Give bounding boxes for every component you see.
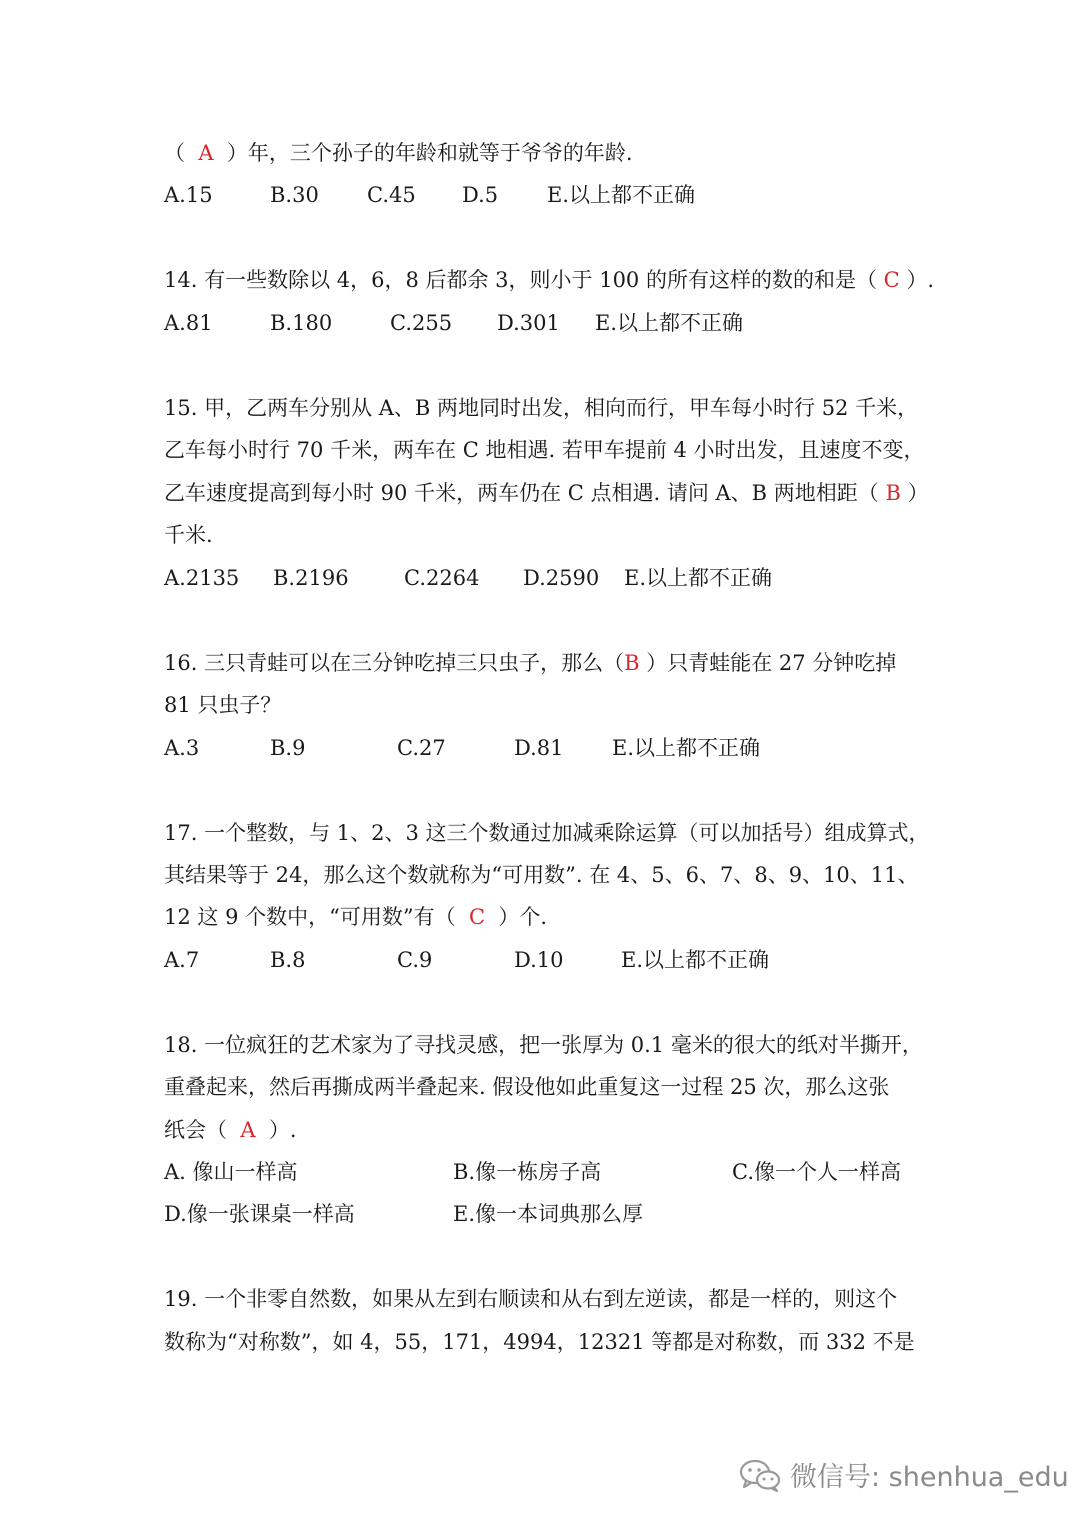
q17-line-2: 其结果等于 24，那么这个数就称为“可用数”. 在 4、5、6、7、8、9、10、11、 [164,863,919,887]
q18-line-1: 18. 一位疯狂的艺术家为了寻找灵感，把一张厚为 0.1 毫米的很大的纸对半撕开， [164,1033,923,1057]
q16-option-d: D.81 [514,736,564,760]
q18-line-2: 重叠起来，然后再撕成两半叠起来. 假设他如此重复这一过程 25 次，那么这张 [164,1075,890,1099]
q15-option-d: D.2590 [523,566,600,590]
q16-answer: B [624,651,640,675]
q16-option-b: B.9 [270,736,306,760]
q17-line-1: 17. 一个整数，与 1、2、3 这三个数通过加减乘除运算（可以加括号）组成算式， [164,821,930,845]
q13-option-d: D.5 [462,183,499,207]
q14-answer: C [883,268,900,292]
q13-option-c: C.45 [367,183,416,207]
q15-line-3: 乙车速度提高到每小时 90 千米，两车仍在 C 点相遇. 请问 A、B 两地相距（ B ） [164,481,929,505]
q14-option-a: A.81 [164,311,213,335]
q15-option-a: A.2135 [164,566,240,590]
q13-stem: （ A ）年，三个孙子的年龄和就等于爷爷的年龄. [164,141,633,165]
q18-option-b: B.像一栋房子高 [453,1160,602,1184]
q13-option-b: B.30 [270,183,319,207]
q17-answer: C [468,905,486,929]
q17-line-3: 12 这 9 个数中，“可用数”有（ C ）个. [164,905,548,929]
q14-option-c: C.255 [390,311,453,335]
q15-answer: B [885,481,901,505]
q15-option-c: C.2264 [404,566,480,590]
q17-option-c: C.9 [397,948,433,972]
q13-answer: A [198,141,214,165]
wechat-icon [738,1457,782,1493]
q15-line-4: 千米. [164,523,213,547]
q17-option-b: B.8 [270,948,306,972]
q18-line-3: 纸会（ A ）. [164,1118,297,1142]
q16-option-e: E.以上都不正确 [612,736,761,760]
q17-option-a: A.7 [164,948,200,972]
q18-option-c: C.像一个人一样高 [732,1160,901,1184]
q18-option-e: E.像一本词典那么厚 [453,1202,644,1226]
q16-option-a: A.3 [164,736,200,760]
q18-option-a: A. 像山一样高 [164,1160,298,1184]
q19-line-2: 数称为“对称数”，如 4，55，171，4994，12321 等都是对称数，而 332 不是 [164,1330,915,1354]
q13-option-a: A.15 [164,183,213,207]
q15-option-b: B.2196 [273,566,349,590]
q14-option-b: B.180 [270,311,333,335]
q19-line-1: 19. 一个非零自然数，如果从左到右顺读和从右到左逆读，都是一样的，则这个 [164,1287,898,1311]
q14-option-e: E.以上都不正确 [595,311,744,335]
q17-option-e: E.以上都不正确 [621,948,770,972]
q17-option-d: D.10 [514,948,564,972]
q15-line-1: 15. 甲，乙两车分别从 A、B 两地同时出发，相向而行，甲车每小时行 52 千米， [164,396,919,420]
q15-line-2: 乙车每小时行 70 千米，两车在 C 地相遇. 若甲车提前 4 小时出发，且速度不变， [164,438,925,462]
watermark [738,1455,1069,1494]
q16-line-2: 81 只虫子？ [164,693,282,717]
q16-line-1: 16. 三只青蛙可以在三分钟吃掉三只虫子，那么（B ）只青蛙能在 27 分钟吃掉 [164,651,897,675]
q13-option-e: E.以上都不正确 [547,183,696,207]
watermark-text: 微信号: shenhua_edu [790,1462,1069,1493]
q18-option-d: D.像一张课桌一样高 [164,1202,355,1226]
q15-option-e: E.以上都不正确 [624,566,773,590]
q14-stem: 14. 有一些数除以 4，6，8 后都余 3，则小于 100 的所有这样的数的和是（ C ）. [164,268,935,292]
q14-option-d: D.301 [497,311,560,335]
q16-option-c: C.27 [397,736,446,760]
q18-answer: A [240,1118,256,1142]
